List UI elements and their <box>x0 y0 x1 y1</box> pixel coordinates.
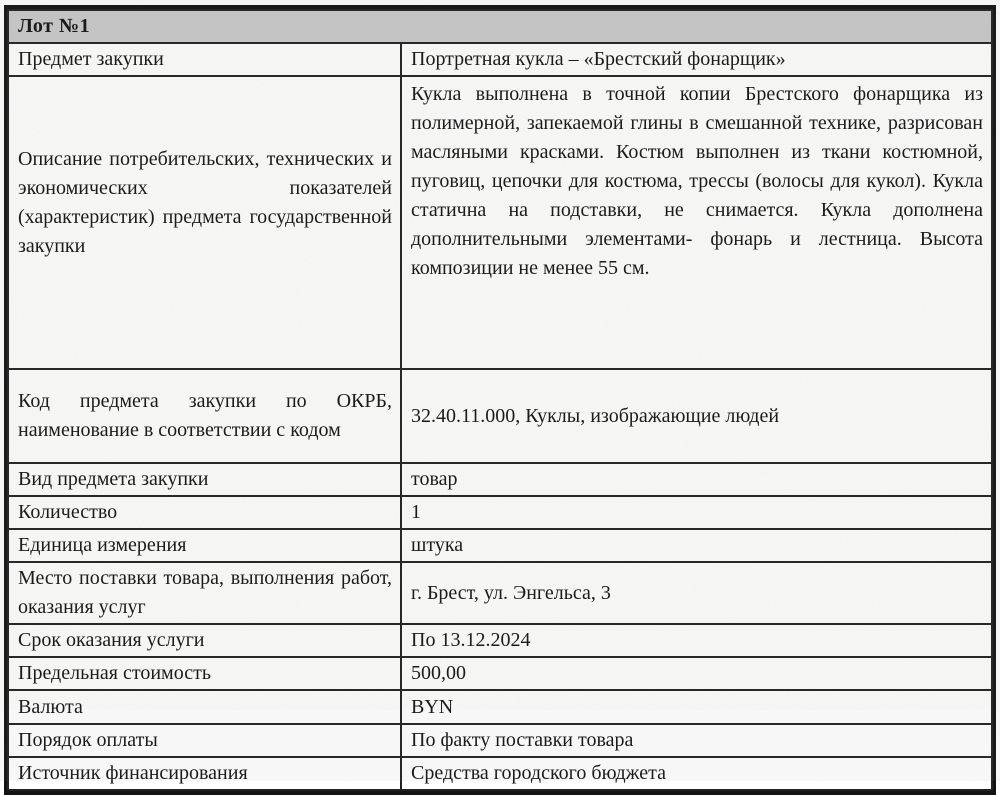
table-row <box>8 724 992 757</box>
row-label: Валюта <box>8 690 401 724</box>
lot-table-body <box>8 43 992 790</box>
row-label: Код предмета закупки по ОКРБ, наименование в соответствии с кодом <box>8 369 401 463</box>
row-value: штука <box>401 529 992 562</box>
row-label: Вид предмета закупки <box>8 463 401 496</box>
table-row <box>8 529 992 562</box>
row-label: Предельная стоимость <box>8 657 401 690</box>
row-label: Описание потребительских, технических и экономических показателей (характеристик) предмета государственной закупки <box>8 76 401 369</box>
row-label: Срок оказания услуги <box>8 624 401 657</box>
row-value: BYN <box>401 690 992 724</box>
row-label: Место поставки товара, выполнения работ, оказания услуг <box>8 562 401 624</box>
table-row <box>8 757 992 790</box>
row-value: 32.40.11.000, Куклы, изображающие людей <box>401 369 992 463</box>
table-row <box>8 496 992 529</box>
row-value: г. Брест, ул. Энгельса, 3 <box>401 562 992 624</box>
row-value: 1 <box>401 496 992 529</box>
row-value: Кукла выполнена в точной копии Брестского фонарщика из полимерной, запекаемой глины в смешанной технике, разрисован масляными красками. Костюм выполнен из ткани костюмной, пуговиц, цепочки для костюма, трессы (волосы для кукол). Кукла статична на подставки, не снимается. Кукла дополнена дополнительными элементами- фонарь и лестница. Высота композиции не менее 55 см. <box>401 76 992 369</box>
row-value: По 13.12.2024 <box>401 624 992 657</box>
lot-table-container <box>4 5 996 795</box>
table-row <box>8 690 992 724</box>
row-label: Источник финансирования <box>8 757 401 790</box>
table-row <box>8 463 992 496</box>
table-row <box>8 562 992 624</box>
table-row <box>8 43 992 76</box>
row-label: Количество <box>8 496 401 529</box>
row-label: Порядок оплаты <box>8 724 401 757</box>
row-value: Портретная кукла – «Брестский фонарщик» <box>401 43 992 76</box>
lot-table <box>7 9 993 791</box>
table-header-row <box>8 10 992 43</box>
lot-title: Лот №1 <box>8 10 992 43</box>
row-value: Средства городского бюджета <box>401 757 992 790</box>
row-value: товар <box>401 463 992 496</box>
row-label: Единица измерения <box>8 529 401 562</box>
row-value: 500,00 <box>401 657 992 690</box>
table-row <box>8 369 992 463</box>
table-row <box>8 76 992 369</box>
row-label: Предмет закупки <box>8 43 401 76</box>
table-row <box>8 657 992 690</box>
table-row <box>8 624 992 657</box>
row-value: По факту поставки товара <box>401 724 992 757</box>
